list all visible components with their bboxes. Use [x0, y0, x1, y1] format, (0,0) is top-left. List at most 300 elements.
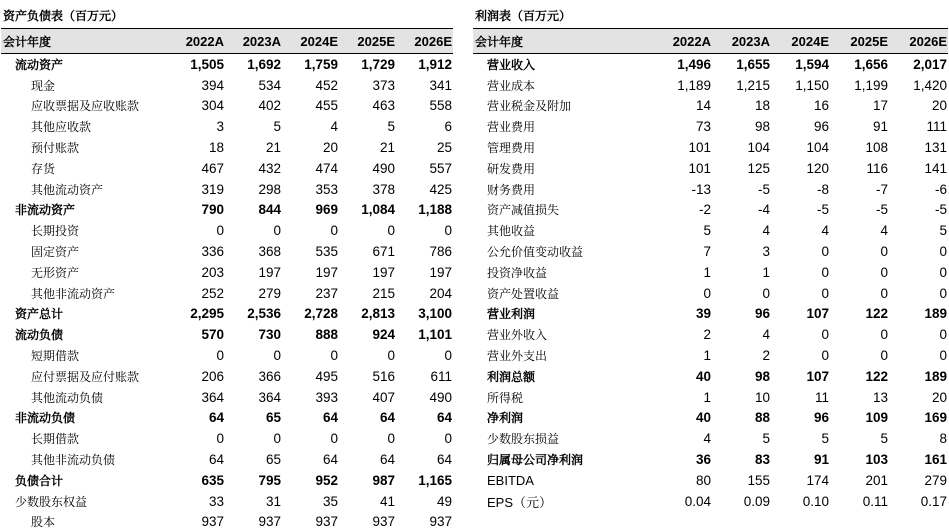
row-value: 0.10 [802, 493, 829, 509]
row-value: 0 [762, 285, 770, 301]
row-value: 455 [315, 98, 338, 114]
row-label: 归属母公司净利润 [487, 453, 584, 468]
row-value: -5 [757, 181, 770, 197]
table-row [473, 283, 948, 304]
row-value: 937 [315, 514, 338, 530]
row-value: 197 [258, 264, 281, 280]
row-value: 557 [429, 160, 452, 176]
table-row [1, 220, 453, 241]
row-label: 管理费用 [487, 141, 536, 156]
row-value: 8 [939, 431, 947, 447]
row-value: 25 [436, 140, 452, 156]
table-row [1, 449, 453, 470]
table-row [473, 470, 948, 491]
row-value: 790 [201, 202, 224, 218]
table-row [473, 324, 948, 345]
table-row [1, 116, 453, 137]
row-value: 41 [379, 493, 395, 509]
row-value: 490 [429, 389, 452, 405]
row-value: 319 [201, 181, 224, 197]
row-value: 64 [322, 452, 338, 468]
header-year: 2024E [771, 29, 830, 54]
row-value: 4 [330, 119, 338, 135]
row-value: 611 [430, 368, 452, 384]
row-value: 0 [880, 244, 888, 260]
row-value: 0 [387, 348, 395, 364]
row-value: 197 [315, 264, 338, 280]
table-row [1, 158, 453, 179]
table-row [1, 137, 453, 158]
row-value: 18 [754, 98, 770, 114]
row-value: -4 [757, 202, 770, 218]
row-value: 1,912 [418, 56, 452, 72]
row-value: 65 [265, 452, 281, 468]
table-row [473, 408, 948, 429]
row-value: 1,189 [677, 77, 711, 93]
row-value: 0.11 [862, 493, 888, 509]
row-label: 少数股东损益 [487, 432, 560, 447]
row-value: 0 [444, 348, 452, 364]
row-value: 2,813 [361, 306, 395, 322]
row-value: 96 [754, 306, 770, 322]
table-row [1, 54, 453, 75]
table-row [1, 96, 453, 117]
row-value: 39 [695, 306, 711, 322]
row-value: -6 [934, 181, 947, 197]
table-row [1, 304, 453, 325]
row-value: 937 [429, 514, 452, 530]
row-value: 64 [322, 410, 338, 426]
table-row [473, 54, 948, 75]
row-value: 0 [880, 348, 888, 364]
row-value: 189 [924, 306, 947, 322]
row-label: 长期投资 [31, 224, 80, 239]
row-label: 应付票据及应付账款 [31, 369, 140, 384]
row-value: 393 [315, 389, 338, 405]
row-value: 0 [273, 223, 281, 239]
row-value: 463 [372, 98, 395, 114]
row-value: 1,165 [418, 472, 452, 488]
row-label: 其他收益 [487, 224, 536, 239]
row-value: 73 [695, 119, 711, 135]
row-value: 0.09 [743, 493, 770, 509]
row-value: 122 [865, 306, 888, 322]
row-value: 516 [372, 368, 395, 384]
row-label: 其他应收款 [31, 120, 92, 135]
row-value: 96 [813, 410, 829, 426]
table-row [473, 428, 948, 449]
row-label: 研发费用 [487, 161, 536, 176]
row-value: 1 [762, 264, 770, 280]
row-value: 844 [258, 202, 281, 218]
row-value: 107 [806, 306, 829, 322]
row-value: 0 [330, 348, 338, 364]
row-value: 0 [216, 431, 224, 447]
row-value: 937 [201, 514, 224, 530]
row-value: 1,729 [361, 56, 395, 72]
table-row [473, 241, 948, 262]
row-value: 0 [273, 348, 281, 364]
row-value: 197 [372, 264, 395, 280]
row-value: 96 [813, 119, 829, 135]
row-value: 0 [216, 223, 224, 239]
row-value: 21 [265, 140, 281, 156]
row-value: 88 [754, 410, 770, 426]
row-label: 投资净收益 [487, 265, 548, 280]
row-value: 671 [372, 244, 395, 260]
row-value: 206 [201, 368, 224, 384]
row-value: 7 [703, 244, 711, 260]
table-row [1, 324, 453, 345]
row-label: 非流动资产 [15, 203, 76, 218]
row-value: 169 [924, 410, 947, 426]
row-value: 101 [688, 160, 711, 176]
table-row [473, 387, 948, 408]
table-row [473, 116, 948, 137]
table-row [473, 366, 948, 387]
row-value: 122 [865, 368, 888, 384]
row-value: 558 [429, 98, 452, 114]
table-row [1, 345, 453, 366]
row-value: 1,759 [304, 56, 338, 72]
row-label: 流动负债 [15, 328, 64, 343]
row-value: 394 [201, 77, 224, 93]
table-row [1, 470, 453, 491]
row-value: 0 [444, 431, 452, 447]
row-value: 0 [880, 264, 888, 280]
row-value: 35 [322, 493, 338, 509]
row-label: 营业税金及附加 [487, 99, 572, 114]
row-value: 1,594 [795, 56, 829, 72]
row-value: 189 [924, 368, 947, 384]
row-label: 流动资产 [15, 57, 64, 72]
row-value: 3 [216, 119, 224, 135]
row-value: 1,496 [677, 56, 711, 72]
row-label: 其他流动资产 [31, 182, 104, 197]
row-label: 公允价值变动收益 [487, 245, 584, 260]
row-value: 18 [208, 140, 224, 156]
row-value: 252 [201, 285, 224, 301]
row-value: 495 [315, 368, 338, 384]
row-value: 5 [880, 431, 888, 447]
row-value: 924 [372, 327, 395, 343]
row-value: 64 [379, 452, 395, 468]
row-value: 0 [821, 348, 829, 364]
table-row [1, 179, 453, 200]
row-value: 279 [924, 472, 947, 488]
row-value: 6 [444, 119, 452, 135]
row-value: -13 [691, 181, 711, 197]
row-label: 资产减值损失 [487, 203, 560, 218]
row-label: 应收票据及应收账款 [31, 99, 140, 114]
row-value: 5 [762, 431, 770, 447]
header-year: 2023A [712, 29, 771, 54]
row-value: 83 [754, 452, 770, 468]
row-value: 1,215 [736, 77, 770, 93]
row-label: 短期借款 [31, 349, 80, 364]
row-value: 31 [265, 493, 281, 509]
row-value: 33 [208, 493, 224, 509]
row-value: 161 [924, 452, 947, 468]
row-value: 378 [372, 181, 395, 197]
row-value: 4 [821, 223, 829, 239]
row-value: 0 [880, 285, 888, 301]
row-value: 730 [258, 327, 281, 343]
row-label: 非流动负债 [15, 411, 76, 426]
row-value: 64 [379, 410, 395, 426]
row-value: 174 [806, 472, 829, 488]
row-value: 91 [872, 119, 888, 135]
row-value: 425 [429, 181, 452, 197]
row-label: 少数股东权益 [15, 494, 88, 509]
row-value: 107 [806, 368, 829, 384]
row-label: 营业费用 [487, 120, 536, 135]
row-value: 64 [436, 410, 452, 426]
row-value: -8 [816, 181, 829, 197]
row-label: 预付账款 [31, 141, 80, 156]
row-value: 20 [322, 140, 338, 156]
row-value: 534 [258, 77, 281, 93]
row-value: 1 [703, 389, 711, 405]
row-value: 452 [315, 77, 338, 93]
row-value: 888 [315, 327, 338, 343]
table-row [1, 428, 453, 449]
row-value: 204 [429, 285, 452, 301]
row-value: 116 [866, 160, 888, 176]
row-value: 0 [939, 264, 947, 280]
row-label: 营业成本 [487, 78, 536, 93]
row-value: 2 [703, 327, 711, 343]
row-value: 402 [258, 98, 281, 114]
row-value: 2,728 [304, 306, 338, 322]
table-row [1, 366, 453, 387]
row-value: 0 [821, 285, 829, 301]
row-value: -5 [816, 202, 829, 218]
row-value: 336 [201, 244, 224, 260]
row-value: 4 [703, 431, 711, 447]
table-row [473, 449, 948, 470]
row-label: 其他非流动资产 [31, 286, 116, 301]
row-value: 20 [931, 98, 947, 114]
row-value: 91 [813, 452, 829, 468]
row-value: 279 [258, 285, 281, 301]
table-row [473, 262, 948, 283]
row-value: 20 [931, 389, 947, 405]
row-value: 5 [939, 223, 947, 239]
row-value: 786 [429, 244, 452, 260]
row-label: 其他流动负债 [31, 390, 104, 405]
row-value: 298 [258, 181, 281, 197]
table-row [473, 158, 948, 179]
row-value: 80 [695, 472, 711, 488]
row-value: 0.04 [684, 493, 711, 509]
row-label: 资产总计 [15, 307, 64, 322]
row-value: 0 [939, 244, 947, 260]
table-row [473, 75, 948, 96]
table-row [473, 179, 948, 200]
row-value: 5 [273, 119, 281, 135]
row-value: 364 [258, 389, 281, 405]
row-value: 36 [695, 452, 711, 468]
row-value: 987 [372, 472, 395, 488]
row-value: 952 [315, 472, 338, 488]
header-year: 2025E [339, 29, 396, 54]
row-value: 0 [939, 285, 947, 301]
row-value: 141 [924, 160, 947, 176]
row-value: 467 [201, 160, 224, 176]
table-row [1, 283, 453, 304]
row-value: -2 [698, 202, 711, 218]
row-value: 131 [924, 140, 947, 156]
table-row [1, 241, 453, 262]
table-row [473, 220, 948, 241]
row-value: 64 [208, 410, 224, 426]
row-value: 2 [762, 348, 770, 364]
row-value: 120 [806, 160, 829, 176]
row-value: 366 [258, 368, 281, 384]
row-value: 570 [201, 327, 224, 343]
row-value: 0 [821, 264, 829, 280]
row-value: 108 [865, 140, 888, 156]
row-value: 98 [754, 119, 770, 135]
row-label: 净利润 [487, 411, 524, 426]
row-value: 1,420 [913, 77, 947, 93]
row-value: 16 [813, 98, 829, 114]
row-value: 203 [201, 264, 224, 280]
row-value: 4 [880, 223, 888, 239]
income-statement-panel [473, 4, 948, 512]
table-row [1, 262, 453, 283]
income-statement-table [473, 29, 948, 512]
row-value: 1,505 [190, 56, 224, 72]
row-value: 2,017 [913, 56, 947, 72]
row-value: 197 [429, 264, 452, 280]
row-label: 营业外支出 [487, 349, 548, 364]
row-value: 49 [436, 493, 452, 509]
header-label: 会计年度 [473, 29, 653, 54]
row-value: 0 [444, 223, 452, 239]
table-row [473, 304, 948, 325]
row-value: 368 [258, 244, 281, 260]
row-value: 1 [703, 264, 711, 280]
row-value: 364 [201, 389, 224, 405]
row-value: 3,100 [418, 306, 452, 322]
row-value: 1 [703, 348, 711, 364]
row-value: 0 [939, 327, 947, 343]
row-value: 64 [436, 452, 452, 468]
row-label: EPS（元） [487, 494, 553, 510]
row-value: 64 [208, 452, 224, 468]
row-value: 0 [703, 285, 711, 301]
row-label: 营业利润 [487, 307, 536, 322]
row-value: 1,188 [418, 202, 452, 218]
header-year: 2026E [889, 29, 948, 54]
row-value: 0 [330, 223, 338, 239]
row-value: 635 [201, 472, 224, 488]
row-value: 1,084 [361, 202, 395, 218]
row-value: 2,536 [247, 306, 281, 322]
row-value: 10 [754, 389, 770, 405]
header-year: 2026E [396, 29, 453, 54]
table-row [1, 387, 453, 408]
row-value: 490 [372, 160, 395, 176]
row-label: 资产处置收益 [487, 286, 560, 301]
header-year: 2024E [282, 29, 339, 54]
row-value: 0 [880, 327, 888, 343]
row-value: 474 [315, 160, 338, 176]
row-value: 104 [806, 140, 829, 156]
table-row [1, 491, 453, 512]
row-value: 1,101 [418, 327, 452, 343]
table-row [473, 345, 948, 366]
row-label: 现金 [31, 78, 56, 93]
row-value: 17 [872, 98, 888, 114]
header-year: 2022A [653, 29, 712, 54]
row-value: 215 [372, 285, 395, 301]
row-value: 101 [688, 140, 711, 156]
header-year: 2025E [830, 29, 889, 54]
row-value: 0 [273, 431, 281, 447]
row-label: 营业收入 [487, 57, 536, 72]
row-value: 155 [747, 472, 770, 488]
row-value: 4 [762, 223, 770, 239]
row-value: 201 [865, 472, 888, 488]
row-value: -5 [875, 202, 888, 218]
row-value: 0 [330, 431, 338, 447]
table-row [473, 137, 948, 158]
row-value: 341 [429, 77, 452, 93]
row-value: 40 [695, 368, 711, 384]
row-value: 103 [865, 452, 888, 468]
header-label: 会计年度 [1, 29, 168, 54]
row-label: EBITDA [487, 472, 534, 488]
table-row [1, 200, 453, 221]
table-row [473, 491, 948, 512]
balance-sheet-title: 资产负债表（百万元） [1, 4, 453, 29]
row-value: 1,150 [795, 77, 829, 93]
row-value: 304 [201, 98, 224, 114]
row-value: 98 [754, 368, 770, 384]
row-label: 所得税 [487, 390, 524, 405]
row-value: 40 [695, 410, 711, 426]
header-year: 2023A [225, 29, 282, 54]
row-value: 5 [703, 223, 711, 239]
table-row [1, 75, 453, 96]
row-value: 535 [315, 244, 338, 260]
table-row [1, 408, 453, 429]
row-value: 407 [372, 389, 395, 405]
row-value: 125 [747, 160, 770, 176]
income-statement-title: 利润表（百万元） [473, 4, 948, 29]
row-label: 股本 [31, 515, 56, 530]
row-value: 111 [926, 119, 947, 135]
row-value: 0 [216, 348, 224, 364]
row-value: 1,656 [854, 56, 888, 72]
row-label: 负债合计 [15, 473, 64, 488]
row-value: 1,692 [247, 56, 281, 72]
row-value: 795 [258, 472, 281, 488]
row-value: 937 [258, 514, 281, 530]
table-row [1, 512, 453, 532]
row-value: 3 [762, 244, 770, 260]
row-value: -5 [934, 202, 947, 218]
row-value: 109 [865, 410, 888, 426]
row-value: 65 [265, 410, 281, 426]
row-value: 5 [387, 119, 395, 135]
row-value: 969 [315, 202, 338, 218]
row-label: 存货 [31, 161, 56, 176]
row-value: 353 [315, 181, 338, 197]
